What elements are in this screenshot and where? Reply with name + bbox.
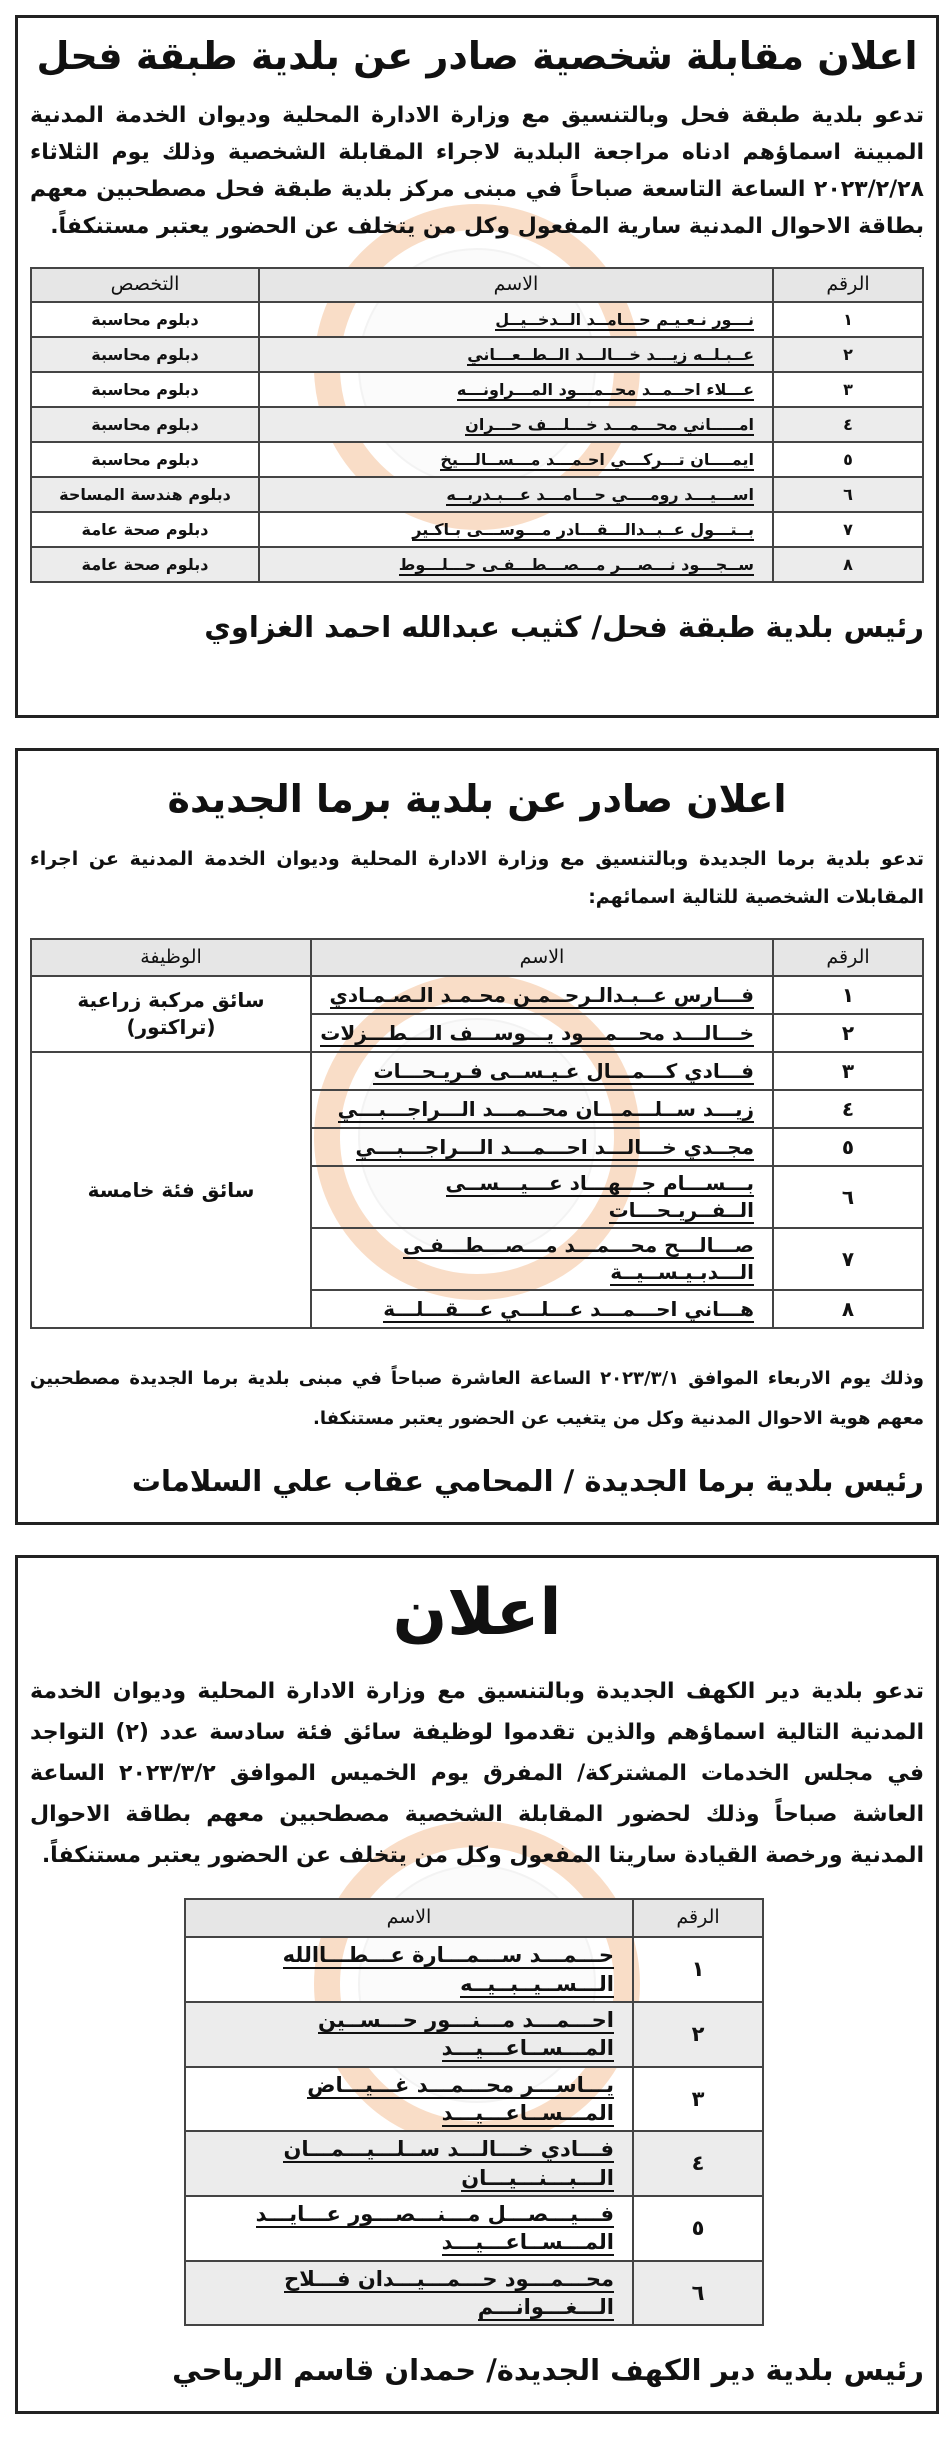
row-name: بــتـــول عــبــدالـــقـــادر مـــوســـى بـاكـير xyxy=(259,512,773,547)
row-name: عــبـلــه زيـــد خـــالـــد الــطــعـــاني xyxy=(259,337,773,372)
row-number: ٤ xyxy=(633,2131,763,2196)
table-row xyxy=(31,337,923,372)
row-name: احـــمـــد مـــنـــور حـــســين المـــســاعـــيـــد xyxy=(185,2002,633,2067)
ad-body: تدعو بلدية برما الجديدة وبالتنسيق مع وزارة الادارة المحلية وديوان الخدمة المدنية عن اجراء المقابلات الشخصية للتالية اسمائهم: xyxy=(30,848,924,909)
candidates-table xyxy=(184,1898,764,2326)
row-number: ٢ xyxy=(773,1014,923,1052)
row-specialization: دبلوم محاسبة xyxy=(31,372,259,407)
signature: رئيس بلدية دير الكهف الجديدة/ حمدان قاسم الرياحي xyxy=(172,2353,924,2388)
row-number: ٣ xyxy=(773,372,923,407)
table-row xyxy=(31,976,923,1014)
ad-body: تدعو بلدية طبقة فحل وبالتنسيق مع وزارة الادارة المحلية وديوان الخدمة المدنية المبينة اسماؤهم ادناه مراجعة البلدية لاجراء المقابلة الشخصية وذلك يوم الثلاثاء ٢٠٢٣/٢/٢٨ الساعة التاسعة صباحاً في مبنى مركز بلدية طبقة فحل مصطحبين معهم بطاقة الاحوال المدنية سارية المفعول وكل من يتخلف عن الحضور يعتبر مستنكفاً. xyxy=(30,103,924,240)
table-row xyxy=(185,2131,763,2196)
row-job: سائق مركبة زراعية (تراكتور) xyxy=(31,976,311,1052)
row-number: ٢ xyxy=(773,337,923,372)
row-name: صـــالـــح محـــمـــد مـــصـــطـــفـى الـــدبـيـســيــة xyxy=(311,1228,773,1290)
candidates-table xyxy=(30,267,924,583)
header-name: الاسم xyxy=(185,1899,633,1937)
row-name: فـــادي خـــالـــد ســلـــيـــمـــان الـــبـــنـــيـــان xyxy=(185,2131,633,2196)
row-name: خـــالـــد محـــمـــود يـــوســـف الـــطـــزلات xyxy=(311,1014,773,1052)
row-number: ٥ xyxy=(773,1128,923,1166)
row-specialization: دبلوم محاسبة xyxy=(31,337,259,372)
row-number: ٥ xyxy=(633,2196,763,2261)
candidates-table xyxy=(30,938,924,1329)
row-number: ٣ xyxy=(633,2067,763,2132)
header-specialization: التخصص xyxy=(31,268,259,302)
row-name: بـــســـام جـــهـــاد عـــيـــســى الــفــريـحـــات xyxy=(311,1166,773,1228)
row-specialization: دبلوم صحة عامة xyxy=(31,547,259,582)
row-name: مجــدي خـــالـــد احـــمـــد الـــراجـــبـــي xyxy=(311,1128,773,1166)
signature: رئيس بلدية طبقة فحل/ كثيب عبدالله احمد الغزاوي xyxy=(204,610,924,645)
ad-tabaqat-fahl xyxy=(15,15,939,718)
table-row xyxy=(31,442,923,477)
table-row xyxy=(185,1937,763,2002)
table-row xyxy=(31,547,923,582)
row-name: حـــمـــد ســـمـــارة عـــطـــاالله الـــســيــبــيــه xyxy=(185,1937,633,2002)
row-name: ســجـــود نـــصـــر مـــصـــطـــفـى حـــلـــوط xyxy=(259,547,773,582)
row-number: ٧ xyxy=(773,1228,923,1290)
row-name: محـــمـــود حـــمـــيـــدان فـــلاح الـــغـــوانـــم xyxy=(185,2261,633,2326)
row-name: عـــلاء احــمــد محــمـــود المـــراونـــه xyxy=(259,372,773,407)
row-number: ٤ xyxy=(773,407,923,442)
signature: رئيس بلدية برما الجديدة / المحامي عقاب علي السلامات xyxy=(131,1464,924,1499)
ad-title: اعلان xyxy=(392,1576,562,1650)
row-specialization: دبلوم محاسبة xyxy=(31,442,259,477)
row-name: يـــاســـر محـــمـــد غـــيـــاض المـــســاعـــيـــد xyxy=(185,2067,633,2132)
table-row xyxy=(185,2196,763,2261)
row-number: ٨ xyxy=(773,547,923,582)
header-number: الرقم xyxy=(633,1899,763,1937)
header-number: الرقم xyxy=(773,939,923,976)
table-row xyxy=(31,372,923,407)
row-specialization: دبلوم صحة عامة xyxy=(31,512,259,547)
row-name: زيـــد ســلـــمـــان محــمـــد الـــراجـــبـــي xyxy=(311,1090,773,1128)
table-row xyxy=(31,302,923,337)
header-name: الاسم xyxy=(311,939,773,976)
ad-barma xyxy=(15,748,939,1525)
row-name: فـــارس عــبـدالـرحــمـن محـمـد الـصـمـادي xyxy=(311,976,773,1014)
ad-title: اعلان صادر عن بلدية برما الجديدة xyxy=(167,777,787,821)
header-name: الاسم xyxy=(259,268,773,302)
row-number: ١ xyxy=(773,976,923,1014)
row-name: نـــور نـعـيـم حـــامــد الــدخــيــل xyxy=(259,302,773,337)
row-number: ٣ xyxy=(773,1052,923,1090)
table-row xyxy=(31,512,923,547)
row-number: ٦ xyxy=(773,1166,923,1228)
row-name: ايمــــان تـــركـــي احـمـــد مـــســالـــيخ xyxy=(259,442,773,477)
row-number: ١ xyxy=(773,302,923,337)
table-row xyxy=(185,2261,763,2326)
table-row xyxy=(31,407,923,442)
row-name: فـــادي كـــمـــال عـيـســى فـريـحـــات xyxy=(311,1052,773,1090)
table-row xyxy=(185,2002,763,2067)
header-number: الرقم xyxy=(773,268,923,302)
row-name: هـــاني احـــمـــد عـــلـــي عـــقـــلـــة xyxy=(311,1290,773,1328)
row-specialization: دبلوم هندسة المساحة xyxy=(31,477,259,512)
row-number: ٢ xyxy=(633,2002,763,2067)
table-row xyxy=(31,1052,923,1090)
row-number: ٨ xyxy=(773,1290,923,1328)
table-row xyxy=(185,2067,763,2132)
ad-body-2: وذلك يوم الاربعاء الموافق ٢٠٢٣/٣/١ الساعة العاشرة صباحاً في مبنى بلدية برما الجديدة مصطحبين معهم هوية الاحوال المدنية وكل من يتغيب عن الحضور يعتبر مستنكفا. xyxy=(30,1368,924,1430)
row-specialization: دبلوم محاسبة xyxy=(31,407,259,442)
row-number: ٥ xyxy=(773,442,923,477)
row-name: فـــيـــصـــل مـــنـــصـــور عـــايـــد المـــســاعـــيـــد xyxy=(185,2196,633,2261)
row-number: ٧ xyxy=(773,512,923,547)
row-name: اســـيـــد رومــــي حـــامـــد عـــبـدربــه xyxy=(259,477,773,512)
row-number: ٤ xyxy=(773,1090,923,1128)
row-name: امـــــاني محـــمـــد خـــلـــف حـــران xyxy=(259,407,773,442)
ad-deir-al-kahf xyxy=(15,1555,939,2414)
row-number: ٦ xyxy=(633,2261,763,2326)
ad-body: تدعو بلدية دير الكهف الجديدة وبالتنسيق مع وزارة الادارة المحلية وديوان الخدمة المدنية التالية اسماؤهم والذين تقدموا لوظيفة سائق فئة سادسة عدد (٢) التواجد في مجلس الخدمات المشتركة/ المفرق يوم الخميس الموافق ٢٠٢٣/٣/٢ الساعة العاشة صباحاً وذلك لحضور المقابلة الشخصية مصطحبين معهم بطاقة الاحوال المدنية ورخصة القيادة ساريتا المفعول وكل من يتخلف عن الحضور يعتبر مستنكفاً. xyxy=(30,1679,924,1869)
row-number: ١ xyxy=(633,1937,763,2002)
ad-title: اعلان مقابلة شخصية صادر عن بلدية طبقة فحل xyxy=(36,34,918,78)
header-job: الوظيفة xyxy=(31,939,311,976)
row-job: سائق فئة خامسة xyxy=(31,1052,311,1328)
table-row xyxy=(31,477,923,512)
row-specialization: دبلوم محاسبة xyxy=(31,302,259,337)
row-number: ٦ xyxy=(773,477,923,512)
